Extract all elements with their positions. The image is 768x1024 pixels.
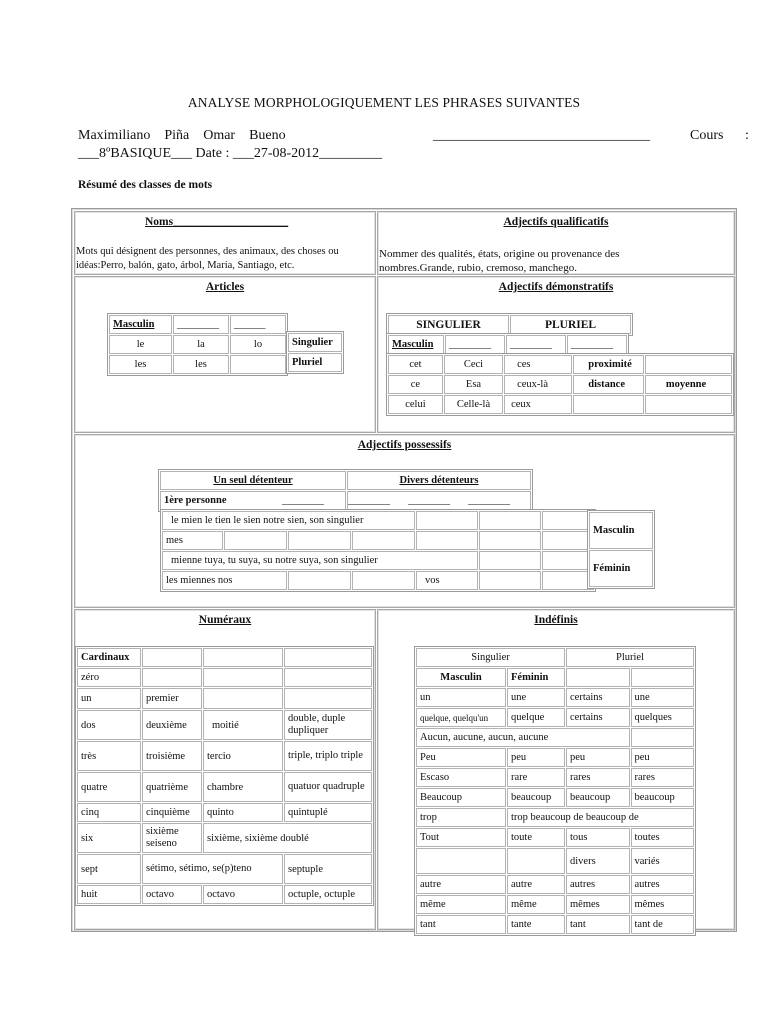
possessifs-header-table (158, 469, 533, 512)
numeraux-cell (142, 648, 202, 667)
indefinis-cell: beaucoup (566, 788, 630, 807)
class-date-line: ___8ºBASIQUE___ Date : ___27-08-2012_________ (78, 146, 383, 161)
noms-heading: Noms____________________ (145, 216, 289, 228)
possessifs-table (160, 509, 596, 592)
indefinis-cell: autres (566, 875, 630, 894)
section-possessifs (74, 434, 735, 608)
numeraux-cell: six (77, 823, 141, 853)
numeraux-cell: sétimo, sétimo, se(p)teno (142, 854, 283, 884)
indefinis-cell: tante (507, 915, 565, 934)
numeraux-cell: huit (77, 885, 141, 904)
cours-label: Cours (690, 128, 724, 143)
articles-header-blank-1: ________ (173, 315, 229, 334)
indefinis-cell (631, 728, 695, 747)
possessifs-cell (479, 511, 541, 530)
numeraux-cell: moitié (203, 710, 283, 740)
possessifs-row4b: vos (416, 571, 478, 590)
student-name: Maximiliano Piña Omar Bueno (78, 128, 286, 143)
indefinis-cell: tant (566, 915, 630, 934)
indefinis-cell: autre (507, 875, 565, 894)
demonstratifs-pluriel: PLURIEL (510, 315, 631, 334)
numeraux-cell: dos (77, 710, 141, 740)
demonstratifs-cell: Esa (444, 375, 503, 394)
demonstratifs-cell: ceux (504, 395, 572, 414)
possessifs-gender-table (587, 510, 655, 589)
demonstratifs-blank: ________ (567, 335, 627, 354)
indefinis-cell: toute (507, 828, 565, 847)
indefinis-cell: tant (416, 915, 506, 934)
possessifs-cell (479, 551, 541, 570)
indefinis-cell: peu (507, 748, 565, 767)
numeraux-cell: très (77, 741, 141, 771)
numeraux-cell: tercio (203, 741, 283, 771)
indefinis-cell: Peu (416, 748, 506, 767)
numeraux-cell (203, 668, 283, 687)
articles-header-masculin: Masculin (109, 315, 172, 334)
cours-colon: : (745, 128, 749, 143)
indefinis-cell: rares (631, 768, 695, 787)
indefinis-cell: trop (416, 808, 506, 827)
section-numeraux (74, 609, 376, 930)
indefinis-cell: tous (566, 828, 630, 847)
demonstratifs-cell: moyenne (645, 375, 732, 394)
numeraux-cell: deuxième (142, 710, 202, 740)
demonstratifs-table (386, 353, 734, 416)
indefinis-cell: même (416, 895, 506, 914)
numeraux-cell: sixième, sixième doublé (203, 823, 372, 853)
indefinis-cell: mêmes (566, 895, 630, 914)
indefinis-cell: certains (566, 708, 630, 727)
resume-heading: Résumé des classes de mots (78, 179, 213, 191)
numeraux-cell (284, 688, 372, 709)
articles-cell: lo (230, 335, 286, 354)
section-indefinis (377, 609, 735, 930)
indefinis-cell: même (507, 895, 565, 914)
possessifs-cell (288, 531, 351, 550)
indefinis-singulier: Singulier (416, 648, 565, 667)
indefinis-heading: Indéfinis (534, 614, 578, 626)
demonstratifs-cell: distance (573, 375, 644, 394)
numeraux-cell: zéro (77, 668, 141, 687)
possessifs-row4a: les miennes nos (162, 571, 287, 590)
indefinis-cell: trop beaucoup de beaucoup de (507, 808, 694, 827)
articles-cell: les (173, 355, 229, 374)
numeraux-cell: quintuplé (284, 803, 372, 822)
articles-cell (230, 355, 286, 374)
section-qualificatifs (377, 211, 735, 275)
possessifs-row1: le mien le tien le sien notre sien, son singulier (162, 511, 415, 530)
numeraux-cell: premier (142, 688, 202, 709)
numeraux-heading: Numéraux (198, 614, 252, 626)
numeraux-cell: sixième seiseno (142, 823, 202, 853)
indefinis-cell: quelque, quelqu'un (416, 708, 506, 727)
demonstratifs-cell: Celle-là (444, 395, 503, 414)
possessifs-blank: ________ (348, 495, 390, 506)
indefinis-cell: beaucoup (631, 788, 695, 807)
possessifs-cell (416, 531, 478, 550)
demonstratifs-heading: Adjectifs démonstratifs (498, 281, 614, 293)
numeraux-cell: quatre (77, 772, 141, 802)
indefinis-cell (566, 668, 630, 687)
possessifs-blank: ________ (468, 495, 510, 506)
possessifs-cell (352, 571, 415, 590)
numeraux-table (75, 646, 374, 906)
demonstratifs-cell (645, 395, 732, 414)
indefinis-cell: une (507, 688, 565, 707)
numeraux-cardinaux: Cardinaux (77, 648, 141, 667)
articles-singulier-label: Singulier (288, 333, 342, 352)
section-articles (74, 276, 376, 433)
demonstratifs-cell: ceux-là (504, 375, 572, 394)
qualificatifs-text: Nommer des qualités, états, origine ou provenance des nombres.Grande, rubio, cremoso, manchego. (379, 248, 620, 274)
possessifs-masculin: Masculin (589, 512, 653, 549)
demonstratifs-cell: celui (388, 395, 443, 414)
student-line (78, 128, 750, 144)
document-title: ANALYSE MORPHOLOGIQUEMENT LES PHRASES SUIVANTES (187, 95, 581, 110)
possessifs-feminin: Féminin (589, 550, 653, 587)
numeraux-cell: chambre (203, 772, 283, 802)
indefinis-cell: autres (631, 875, 695, 894)
possessifs-cell (479, 571, 541, 590)
indefinis-cell: beaucoup (507, 788, 565, 807)
indefinis-cell: quelques (631, 708, 695, 727)
numeraux-cell: octavo (203, 885, 283, 904)
numeraux-cell (284, 648, 372, 667)
section-noms (74, 211, 376, 275)
articles-header-blank-2: ______ (230, 315, 286, 334)
indefinis-cell: autre (416, 875, 506, 894)
possessifs-sub-row (160, 491, 346, 510)
demonstratifs-blank: ________ (506, 335, 566, 354)
possessifs-cell (479, 531, 541, 550)
qualificatifs-heading: Adjectifs qualificatifs (503, 216, 609, 228)
indefinis-cell: divers (566, 848, 630, 874)
numeraux-cell: quatrième (142, 772, 202, 802)
possessifs-cell (288, 571, 351, 590)
demonstratifs-cell: ces (504, 355, 572, 374)
numeraux-cell: octuple, octuple (284, 885, 372, 904)
indefinis-cell: Escaso (416, 768, 506, 787)
possessifs-cell (224, 531, 287, 550)
numeraux-cell: cinquième (142, 803, 202, 822)
indefinis-cell: Tout (416, 828, 506, 847)
demonstratifs-singulier: SINGULIER (388, 315, 509, 334)
possessifs-un-seul: Un seul détenteur (160, 471, 346, 490)
possessifs-divers: Divers détenteurs (347, 471, 531, 490)
indefinis-feminin: Féminin (507, 668, 565, 687)
indefinis-table (414, 646, 696, 936)
indefinis-cell (416, 848, 506, 874)
articles-cell: le (109, 335, 172, 354)
indefinis-cell: une (631, 688, 695, 707)
demonstratifs-cell: proximité (573, 355, 644, 374)
possessifs-row2: mes (162, 531, 223, 550)
articles-cell: la (173, 335, 229, 354)
indefinis-pluriel: Pluriel (566, 648, 694, 667)
indefinis-cell: mêmes (631, 895, 695, 914)
numeraux-cell (203, 688, 283, 709)
articles-heading: Articles (205, 281, 245, 293)
articles-table (107, 313, 288, 376)
indefinis-masculin: Masculin (416, 668, 506, 687)
noms-text: Mots qui désignent des personnes, des animaux, des choses ou idéas:Perro, balón, gato, árbol, María, Santiago, etc. (76, 246, 339, 271)
numeraux-cell: septuple (284, 854, 372, 884)
numeraux-cell: quinto (203, 803, 283, 822)
numeraux-cell (142, 668, 202, 687)
numeraux-cell: un (77, 688, 141, 709)
indefinis-cell (631, 668, 695, 687)
numeraux-cell: troisième (142, 741, 202, 771)
indefinis-cell: toutes (631, 828, 695, 847)
indefinis-cell: tant de (631, 915, 695, 934)
possessifs-sub-row-2 (347, 491, 531, 510)
demonstratifs-masculin: Masculin (388, 335, 444, 354)
indefinis-cell: Beaucoup (416, 788, 506, 807)
possessifs-premiere: 1ère personne (164, 495, 227, 506)
articles-pluriel-label: Pluriel (288, 353, 342, 372)
numeraux-cell (203, 648, 283, 667)
articles-number-table (286, 331, 344, 374)
articles-cell: les (109, 355, 172, 374)
numeraux-cell (284, 668, 372, 687)
possessifs-row3: mienne tuya, tu suya, su notre suya, son singulier (162, 551, 478, 570)
indefinis-cell: quelque (507, 708, 565, 727)
demonstratifs-cell: ce (388, 375, 443, 394)
indefinis-cell: Aucun, aucune, aucun, aucune (416, 728, 630, 747)
indefinis-cell: rare (507, 768, 565, 787)
indefinis-cell: rares (566, 768, 630, 787)
demonstratifs-blank: ________ (445, 335, 505, 354)
possessifs-heading: Adjectifs possessifs (357, 439, 452, 451)
indefinis-cell: variés (631, 848, 695, 874)
possessifs-cell (352, 531, 415, 550)
indefinis-cell: peu (566, 748, 630, 767)
demonstratifs-cell (645, 355, 732, 374)
possessifs-cell (416, 511, 478, 530)
numeraux-cell: double, duple dupliquer (284, 710, 372, 740)
indefinis-cell: un (416, 688, 506, 707)
numeraux-cell: sept (77, 854, 141, 884)
indefinis-cell: certains (566, 688, 630, 707)
demonstratifs-cell (573, 395, 644, 414)
numeraux-cell: octavo (142, 885, 202, 904)
possessifs-blank: ________ (282, 495, 324, 506)
numeraux-cell: cinq (77, 803, 141, 822)
numeraux-cell: triple, triplo triple (284, 741, 372, 771)
indefinis-cell (507, 848, 565, 874)
possessifs-blank: ________ (408, 495, 450, 506)
numeraux-cell: quatuor quadruple (284, 772, 372, 802)
demonstratifs-cell: Ceci (444, 355, 503, 374)
demonstratifs-cell: cet (388, 355, 443, 374)
section-demonstratifs (377, 276, 735, 433)
indefinis-cell: peu (631, 748, 695, 767)
name-blank-line: _______________________________ (433, 128, 650, 143)
